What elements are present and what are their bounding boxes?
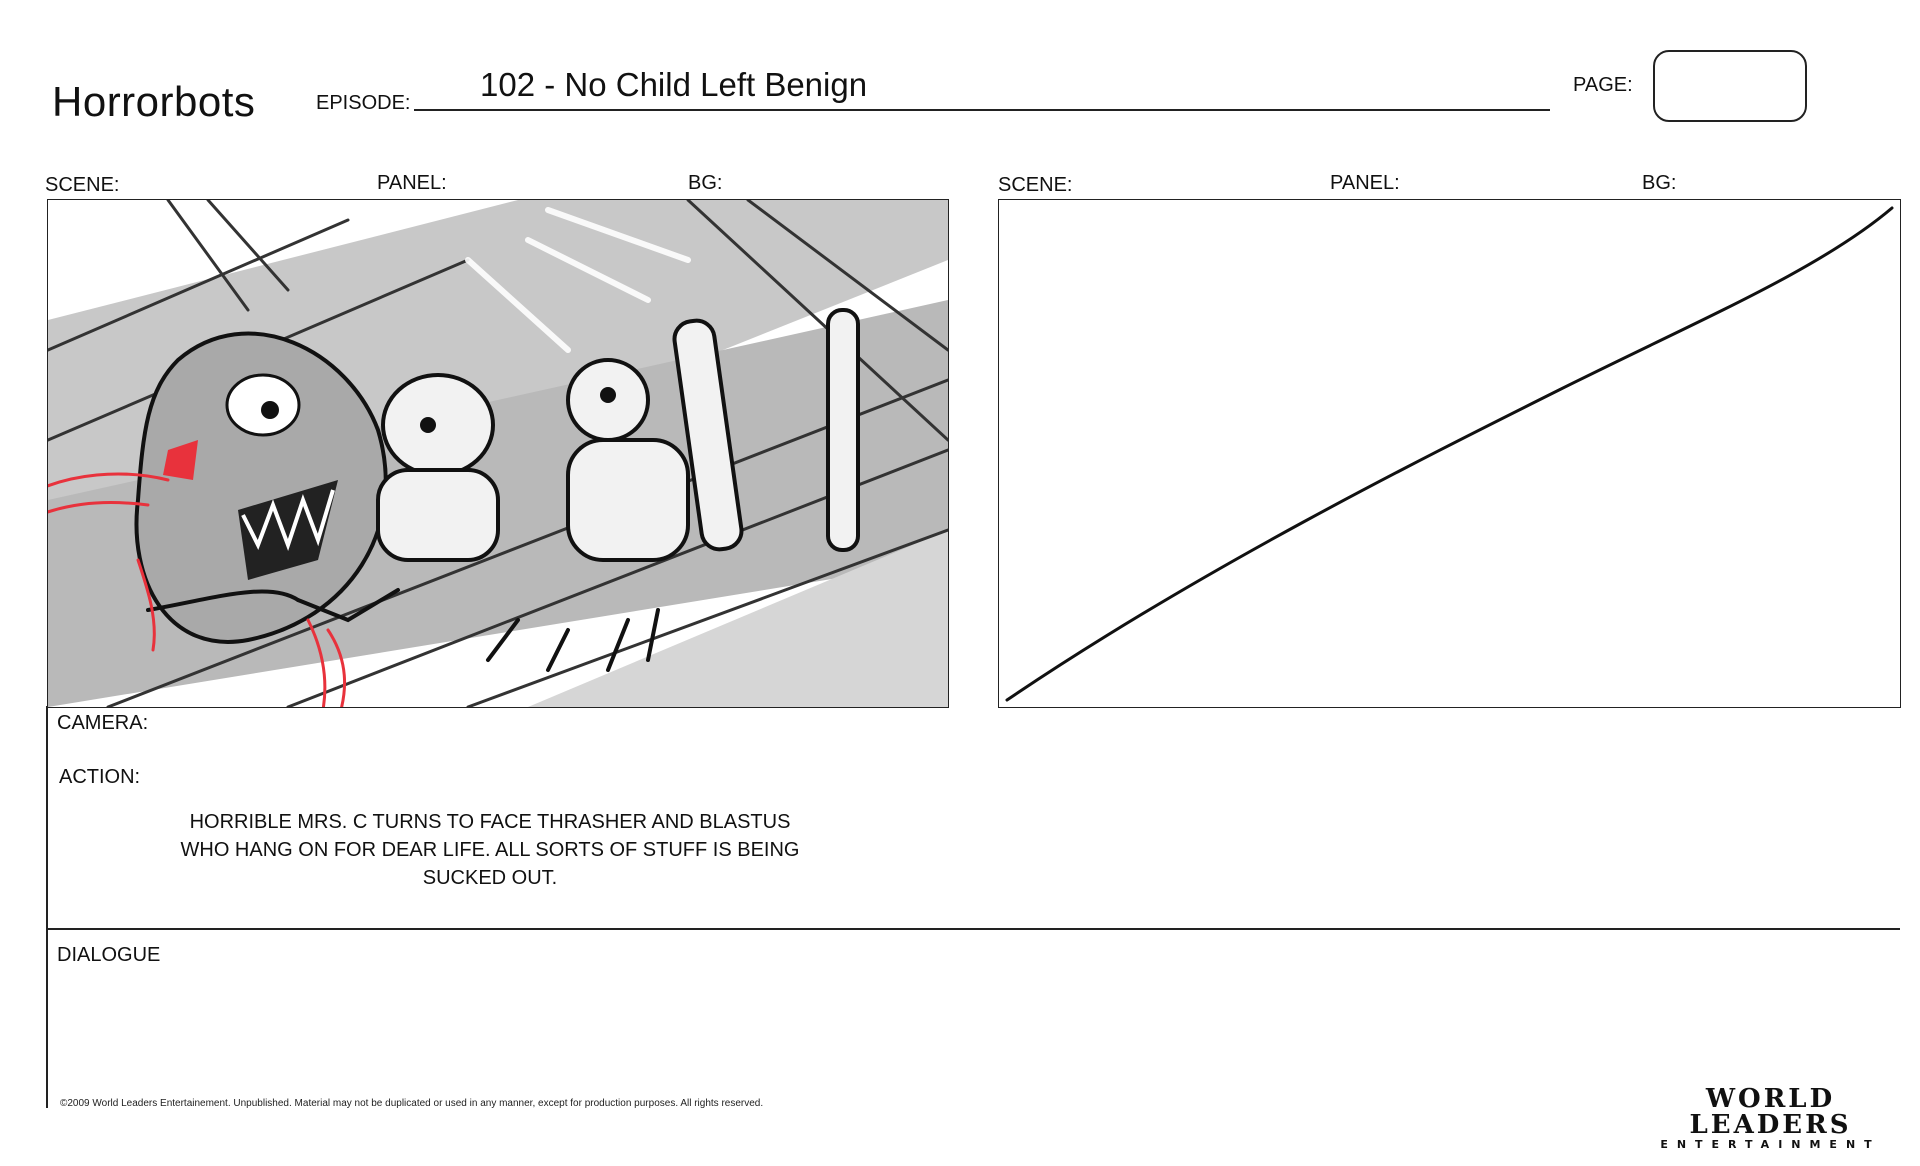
- storyboard-panel-sketch: [47, 199, 949, 708]
- show-title: Horrorbots: [52, 78, 256, 125]
- dialogue-divider: [46, 928, 1900, 930]
- page-label: PAGE:: [1573, 74, 1633, 96]
- notes-left-rule: [46, 706, 48, 1108]
- logo-top-text: WORLD LEADERS: [1689, 1084, 1852, 1140]
- storyboard-panel-empty: [998, 199, 1901, 708]
- dialogue-label: DIALOGUE: [57, 944, 161, 966]
- logo-bottom-text: ENTERTAINMENT: [1660, 1138, 1881, 1151]
- action-text: HORRIBLE MRS. C TURNS TO FACE THRASHER AND BLASTUS WHO HANG ON FOR DEAR LIFE. ALL SORTS OF STUFF IS BEING SUCKED OUT.: [180, 811, 800, 889]
- camera-label: CAMERA:: [57, 712, 149, 734]
- episode-underline: [414, 109, 1550, 111]
- panel-label-left: PANEL:: [377, 172, 447, 194]
- panel-label-right: PANEL:: [1330, 172, 1400, 194]
- sketch-drawing: [48, 200, 948, 707]
- bg-label-left: BG:: [688, 172, 723, 194]
- studio-logo: [1648, 1086, 1893, 1152]
- action-label: ACTION:: [59, 766, 141, 788]
- copyright-notice: ©2009 World Leaders Entertainement. Unpublished. Material may not be duplicated or used in any manner, except for production purposes. All rights reserved.: [60, 1098, 764, 1109]
- bg-label-right: BG:: [1642, 172, 1677, 194]
- episode-value: 102 - No Child Left Benign: [480, 66, 868, 103]
- episode-label: EPISODE:: [316, 92, 411, 114]
- scene-label-right: SCENE:: [998, 174, 1073, 196]
- diagonal-slash-mark: [999, 200, 1900, 707]
- page-number-box: [1653, 50, 1807, 122]
- scene-label-left: SCENE:: [45, 174, 120, 196]
